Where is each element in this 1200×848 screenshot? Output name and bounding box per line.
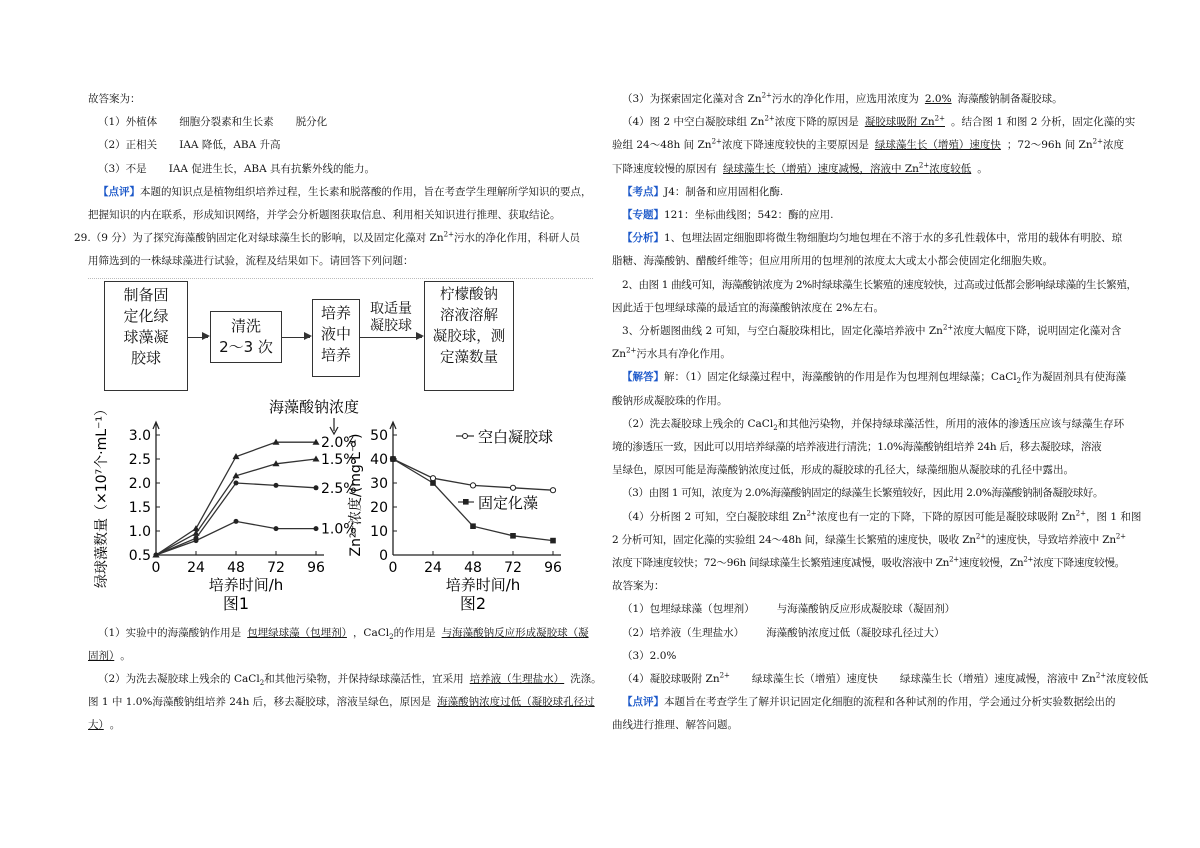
sub-question-2-cont2: 大） 。 — [88, 719, 121, 732]
flow-arrow — [282, 337, 310, 338]
data-point — [510, 533, 516, 539]
zhuanti: 【专题】121：坐标曲线图；542：酶的应用. — [622, 209, 834, 222]
data-point — [390, 456, 396, 462]
sub-question-2-cont: 图 1 中 1.0%海藻酸钠组培养 24h 后，移去凝胶球，溶液呈绿色，原因是 海藻酸钠浓度过低（凝胶球孔径过 — [88, 696, 595, 709]
fenxi-2-cont: 因此适于包埋绿球藻的最适宜的海藻酸钠浓度在 2%左右。 — [612, 301, 884, 314]
divider — [88, 278, 593, 279]
figure-1 — [93, 399, 359, 613]
data-point — [313, 455, 320, 461]
jieda-2-cont2: 呈绿色，原因可能是海藻酸钠浓度过低，形成的凝胶球的孔径大，绿藻细胞从凝胶球的孔径中露出。 — [612, 464, 1074, 477]
x-tick-label: 48 — [464, 559, 482, 576]
y-tick-label: 30 — [370, 475, 388, 492]
answer-heading-right: 故答案为： — [612, 580, 665, 593]
answer-1: （1）外植体 细胞分裂素和生长素 脱分化 — [98, 116, 328, 129]
comment: 【点评】本题的知识点是植物组织培养过程，生长素和脱落酸的作用，旨在考查学生理解所学知识的要点， — [98, 185, 592, 198]
series-label: 1.5% — [321, 451, 357, 468]
final-answer-3: （3）2.0% — [622, 649, 677, 662]
y-tick-label: 50 — [370, 427, 388, 444]
fenxi-cont: 脂糖、海藻酸钠、醋酸纤维等；但应用所用的包埋剂的浓度太大或太小都会使固定化细胞失败。 — [612, 255, 1053, 268]
chart-title: 图1 — [222, 593, 250, 613]
fenxi-3-cont: $Zn^{2+}$污水具有净化作用。 — [612, 346, 731, 361]
data-point — [430, 475, 435, 480]
flow-arrow — [360, 337, 422, 338]
x-tick-label: 0 — [388, 559, 398, 576]
answer-heading: 故答案为： — [88, 93, 141, 105]
y-tick-label: 0.5 — [128, 547, 151, 564]
sub-question-4: （4）图 2 中空白凝胶球组 $Zn^{2+}$浓度下降的原因是 凝胶球吸附 $Zn^{2+}$ 。结合图 1 和图 2 分析，固定化藻的实 — [622, 114, 1136, 129]
left-column — [74, 88, 602, 738]
sub-question-3: （3）为探索固定化藻对含 $Zn^{2+}$污水的净化作用，应选用浓度为 2.0% 海藻酸钠制备凝胶球。 — [622, 91, 1063, 105]
data-point — [510, 485, 515, 490]
fenxi-2: 2、由图 1 曲线可知，海藻酸钠浓度为 2%时绿球藻生长繁殖的速度较快，过高或过低都会影响绿球藻的生长繁殖， — [622, 278, 1137, 291]
data-point — [314, 526, 319, 531]
legend-marker — [463, 499, 469, 505]
chart-title: 图2 — [459, 593, 487, 613]
series-label: 2.5% — [321, 480, 357, 497]
final-answer-1: （1）包埋绿球藻（包埋剂） 与海藻酸钠反应形成凝胶球（凝固剂） — [622, 603, 956, 616]
legend-label: 空白凝胶球 — [478, 427, 554, 446]
answer-2: （2）正相关 IAA 降低，ABA 升高 — [98, 139, 281, 152]
series-line — [156, 521, 316, 555]
y-tick-label: 40 — [370, 451, 388, 468]
data-point — [234, 519, 239, 524]
x-tick-label: 48 — [227, 559, 245, 576]
fenxi-3: 3、分析题图曲线 2 可知，与空白凝胶珠相比，固定化藻培养液中 $Zn^{2+}$浓度大幅度下降，说明固定化藻对含 — [622, 323, 1122, 338]
series-label: 1.0% — [321, 521, 357, 538]
flow-box-wash: 清洗 2～3 次 — [210, 311, 282, 363]
x-axis-label: 培养时间/h — [445, 575, 521, 594]
data-point — [470, 523, 476, 529]
legend-label: 固定化藻 — [478, 493, 539, 512]
x-tick-label: 0 — [151, 559, 161, 576]
y-tick-label: 2.0 — [128, 475, 151, 492]
data-point — [470, 482, 475, 487]
flow-box-culture: 培养 液中 培养 — [312, 299, 360, 377]
data-point — [430, 480, 436, 486]
flow-label-take: 取适量 凝胶球 — [370, 300, 412, 334]
comment-right-cont: 曲线进行推理、解答问题。 — [612, 719, 738, 732]
x-tick-label: 96 — [544, 559, 562, 576]
x-tick-label: 72 — [267, 559, 285, 576]
y-axis-label: 绿球藻数量（×10⁷个·mL⁻¹） — [94, 401, 110, 588]
jieda-4: （4）分析图 2 可知，空白凝胶球组 $Zn^{2+}$浓度也有一定的下降，下降的原因可能是凝胶球吸附 $Zn^{2+}$，图 1 和图 — [622, 509, 1142, 523]
data-point — [550, 537, 556, 543]
data-point — [274, 483, 279, 488]
x-tick-label: 24 — [187, 559, 205, 576]
question-29: 29.（9 分）为了探究海藻酸钠固定化对绿球藻生长的影响，以及固定化藻对 $Zn^{2+}$污水的净化作用，科研人员 — [74, 230, 580, 245]
jieda-cont: 酸钠形成凝胶珠的作用。 — [612, 394, 728, 407]
sub-question-1-cont: 固剂） 。 — [88, 649, 131, 662]
comment-right: 【点评】本题旨在考查学生了解并识记固定化细胞的流程和各种试剂的作用，学会通过分析实验数据绘出的 — [622, 696, 1116, 709]
y-tick-label: 1.5 — [128, 499, 151, 516]
comment-cont: 把握知识的内在联系，形成知识网络，并学会分析题图获取信息、利用相关知识进行推理、获取结论。 — [88, 209, 561, 222]
figure-2 — [347, 422, 562, 613]
y-tick-label: 20 — [370, 499, 388, 516]
final-answer-2: （2）培养液（生理盐水） 海藻酸钠浓度过低（凝胶球孔径过大） — [622, 626, 945, 639]
series-line — [156, 442, 316, 555]
y-tick-label: 0 — [379, 547, 388, 564]
data-point — [314, 485, 319, 490]
sub-question-2: （2）为洗去凝胶球上残余的 CaCl$_2$和其他污染物，并保持绿球藻活性，宜采用 培养液（生理盐水） 洗涤。 — [98, 673, 602, 688]
sub-question-4-cont: 验组 24～48h 间 $Zn^{2+}$浓度下降速度较快的主要原因是 绿球藻生长（增殖）速度快 ；72～96h 间 $Zn^{2+}$浓度 — [612, 137, 1124, 152]
final-answer-4: （4）凝胶球吸附 $Zn^{2+}$ 绿球藻生长（增殖）速度快 绿球藻生长（增殖）速度减慢，溶液中 $Zn^{2+}$浓度较低 — [622, 671, 1149, 686]
y-tick-label: 2.5 — [128, 451, 151, 468]
jieda-2-cont: 境的渗透压一致，因此可以用培养绿藻的培养液进行清洗；1.0%海藻酸钠组培养 24h 后，移去凝胶球，溶液 — [612, 441, 1102, 454]
series-label: 2.0% — [321, 434, 357, 451]
sub-question-1: （1）实验中的海藻酸钠作用是 包埋绿球藻（包埋剂） ，CaCl$_2$的作用是 与海藻酸钠反应形成凝胶球（凝 — [98, 626, 589, 641]
jieda-4-cont2: 浓度下降速度较快；72～96h 间绿球藻生长繁殖速度减慢，吸收溶液中 $Zn^{2+}$速度较慢，$Zn^{2+}$浓度下降速度较慢。 — [612, 555, 1125, 570]
flow-arrow — [188, 337, 208, 338]
right-column — [612, 88, 1149, 738]
flow-box-dissolve: 柠檬酸钠 溶液溶解 凝胶球，测 定藻数量 — [424, 281, 514, 391]
jieda-3: （3）由图 1 可知，浓度为 2.0%海藻酸钠固定的绿藻生长繁殖较好，因此用 2.0%海藻酸钠制备凝胶球好。 — [622, 487, 1104, 500]
sub-question-4-cont2: 下降速度较慢的原因有 绿球藻生长（增殖）速度减慢，溶液中 $Zn^{2+}$浓度较低 。 — [612, 161, 988, 175]
y-tick-label: 1.0 — [128, 523, 151, 540]
data-point — [274, 526, 279, 531]
flow-box-prepare: 制备固 定化绿 球藻凝 胶球 — [104, 281, 188, 391]
jieda-2: （2）洗去凝胶球上残余的 CaCl$_2$和其他污染物，并保持绿球藻活性，所用的液体的渗透压应该与绿藻生存环 — [622, 417, 1125, 432]
y-tick-label: 3.0 — [128, 427, 151, 444]
data-point — [194, 538, 199, 543]
jieda-4-cont: 2 分析可知，固定化藻的实验组 24～48h 间，绿藻生长繁殖的速度快，吸收 $Zn^{2+}$的速度快，导致培养液中 $Zn^{2+}$ — [612, 532, 1126, 546]
y-axis-label: Zn²⁺浓度/(mg·L⁻¹) — [348, 433, 364, 557]
x-tick-label: 24 — [424, 559, 442, 576]
kaodian: 【考点】J4：制备和应用固相化酶. — [622, 185, 784, 198]
flow-diagram — [88, 281, 593, 399]
jieda: 【解答】解：（1）固定化绿藻过程中，海藻酸钠的作用是作为包埋剂包埋绿藻；CaCl$_2$作为凝固剂具有使海藻 — [622, 371, 1127, 386]
x-axis-label: 培养时间/h — [208, 575, 284, 594]
x-tick-label: 96 — [307, 559, 325, 576]
legend-title: 海藻酸钠浓度 — [268, 398, 360, 416]
x-tick-label: 72 — [504, 559, 522, 576]
question-29-cont: 用筛选到的一株绿球藻进行试验，流程及结果如下。请回答下列问题： — [88, 255, 414, 268]
data-point — [234, 480, 239, 485]
legend-marker — [463, 433, 468, 438]
y-tick-label: 10 — [370, 523, 388, 540]
data-point — [550, 487, 555, 492]
charts — [88, 399, 593, 617]
fenxi: 【分析】1、包埋法固定细胞即将微生物细胞均匀地包埋在不溶于水的多孔性载体中，常用的载体有明胶、琼 — [622, 232, 1123, 245]
answer-3: （3）不是 IAA 促进生长，ABA 具有抗紫外线的能力。 — [98, 162, 376, 175]
data-point — [154, 552, 159, 557]
